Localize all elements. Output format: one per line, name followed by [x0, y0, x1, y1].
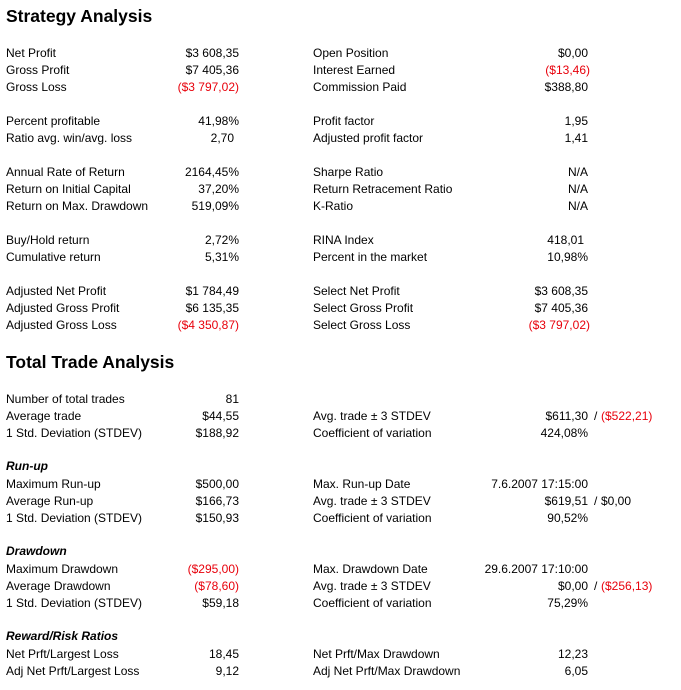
metric-value: N/A — [567, 165, 588, 179]
metric-value: 2,70 — [210, 131, 234, 145]
metric-value: N/A — [567, 182, 588, 196]
total-trade-analysis-title: Total Trade Analysis — [6, 352, 175, 372]
metric-label: Max. Drawdown Date — [313, 562, 428, 576]
metric-label: Ratio avg. win/avg. loss — [6, 131, 133, 145]
metric-label: Open Position — [313, 46, 389, 60]
metric-label: Adj Net Prft/Largest Loss — [6, 664, 140, 678]
metric-label: Buy/Hold return — [6, 233, 90, 247]
metric-label: Adjusted Gross Loss — [6, 318, 117, 332]
metric-value: 29.6.2007 17:10:00 — [484, 562, 588, 576]
metric-value: 75,29% — [547, 596, 588, 610]
metric-label: Avg. trade ± 3 STDEV — [313, 409, 431, 423]
metric-value: 41,98% — [198, 114, 239, 128]
metric-value: 81 — [225, 392, 239, 406]
metric-label: Cumulative return — [6, 250, 101, 264]
metric-label: Adjusted Gross Profit — [6, 301, 120, 315]
metric-value: $611,30 — [545, 409, 588, 423]
value-separator: / — [594, 409, 598, 423]
metric-value: $388,80 — [544, 80, 588, 94]
metric-label: Maximum Run-up — [6, 477, 101, 491]
metric-label: Percent profitable — [6, 114, 101, 128]
metric-value-secondary: $0,00 — [601, 494, 632, 508]
metric-value: 5,31% — [204, 250, 239, 264]
metric-value: $3 608,35 — [534, 284, 588, 298]
metric-label: Return Retracement Ratio — [313, 182, 453, 196]
metric-label: 1 Std. Deviation (STDEV) — [6, 426, 143, 440]
metric-value: ($3 797,02) — [528, 318, 590, 332]
metric-value: 418,01 — [547, 233, 584, 247]
metric-label: Average Run-up — [6, 494, 94, 508]
metric-value: ($4 350,87) — [177, 318, 239, 332]
metric-label: Profit factor — [313, 114, 375, 128]
metric-label: Coefficient of variation — [313, 511, 432, 525]
metric-label: K-Ratio — [313, 199, 354, 213]
metric-value: $6 135,35 — [185, 301, 239, 315]
metric-value: ($295,00) — [187, 562, 239, 576]
metric-value: 90,52% — [547, 511, 588, 525]
metric-value: $166,73 — [195, 494, 239, 508]
metric-label: Max. Run-up Date — [313, 477, 411, 491]
metric-value: 519,09% — [191, 199, 239, 213]
metric-value: 7.6.2007 17:15:00 — [491, 477, 588, 491]
metric-value: N/A — [567, 199, 588, 213]
metric-label: Average Drawdown — [6, 579, 111, 593]
metric-value: $3 608,35 — [185, 46, 239, 60]
metric-label: Maximum Drawdown — [6, 562, 119, 576]
metric-value: $150,93 — [195, 511, 239, 525]
metric-label: Coefficient of variation — [313, 596, 432, 610]
metric-label: 1 Std. Deviation (STDEV) — [6, 511, 143, 525]
metric-value: 37,20% — [198, 182, 239, 196]
value-separator: / — [594, 579, 598, 593]
metric-label: Percent in the market — [313, 250, 428, 264]
metric-value: 424,08% — [540, 426, 588, 440]
metric-label: Return on Initial Capital — [6, 182, 131, 196]
metric-value: 6,05 — [564, 664, 588, 678]
metric-value: ($13,46) — [545, 63, 590, 77]
metric-value-secondary: ($256,13) — [601, 579, 653, 593]
metric-value: 12,23 — [557, 647, 588, 661]
metric-value: 2164,45% — [184, 165, 239, 179]
metric-value: 1,41 — [564, 131, 588, 145]
metric-label: Avg. trade ± 3 STDEV — [313, 494, 431, 508]
metric-label: Net Prft/Largest Loss — [6, 647, 119, 661]
metric-label: 1 Std. Deviation (STDEV) — [6, 596, 143, 610]
metric-value: 2,72% — [204, 233, 239, 247]
metric-value-secondary: ($522,21) — [601, 409, 653, 423]
metric-label: Interest Earned — [313, 63, 396, 77]
metric-label: Adj Net Prft/Max Drawdown — [313, 664, 461, 678]
metric-value: $619,51 — [544, 494, 588, 508]
metric-value: 18,45 — [208, 647, 239, 661]
metric-value: $7 405,36 — [534, 301, 588, 315]
metric-label: Select Net Profit — [313, 284, 400, 298]
metric-label: Number of total trades — [6, 392, 125, 406]
metric-value: $1 784,49 — [185, 284, 239, 298]
runup-heading: Run-up — [6, 459, 48, 473]
metric-label: Coefficient of variation — [313, 426, 432, 440]
metric-label: Gross Profit — [6, 63, 70, 77]
metric-label: Select Gross Loss — [313, 318, 411, 332]
metric-value: $500,00 — [195, 477, 239, 491]
metric-label: Annual Rate of Return — [6, 165, 125, 179]
metric-label: Average trade — [6, 409, 82, 423]
metric-label: Gross Loss — [6, 80, 67, 94]
metric-value: $188,92 — [195, 426, 239, 440]
metric-label: Net Profit — [6, 46, 57, 60]
drawdown-heading: Drawdown — [6, 544, 67, 558]
metric-value: $44,55 — [202, 409, 239, 423]
metric-value: 10,98% — [547, 250, 588, 264]
metric-value: ($3 797,02) — [177, 80, 239, 94]
metric-label: Commission Paid — [313, 80, 407, 94]
metric-label: Sharpe Ratio — [313, 165, 384, 179]
metric-label: Avg. trade ± 3 STDEV — [313, 579, 431, 593]
metric-value: $7 405,36 — [185, 63, 239, 77]
strategy-analysis-title: Strategy Analysis — [6, 6, 153, 26]
value-separator: / — [594, 494, 598, 508]
metric-label: Return on Max. Drawdown — [6, 199, 149, 213]
reward-risk-heading: Reward/Risk Ratios — [6, 629, 119, 643]
metric-label: Adjusted Net Profit — [6, 284, 107, 298]
metric-value: ($78,60) — [194, 579, 239, 593]
metric-value: $0,00 — [557, 46, 588, 60]
metric-value: 9,12 — [215, 664, 239, 678]
metric-label: Adjusted profit factor — [313, 131, 424, 145]
metric-label: Select Gross Profit — [313, 301, 414, 315]
metric-value: $59,18 — [202, 596, 239, 610]
metric-label: RINA Index — [313, 233, 374, 247]
metric-value: $0,00 — [557, 579, 588, 593]
metric-label: Net Prft/Max Drawdown — [313, 647, 440, 661]
metric-value: 1,95 — [564, 114, 588, 128]
